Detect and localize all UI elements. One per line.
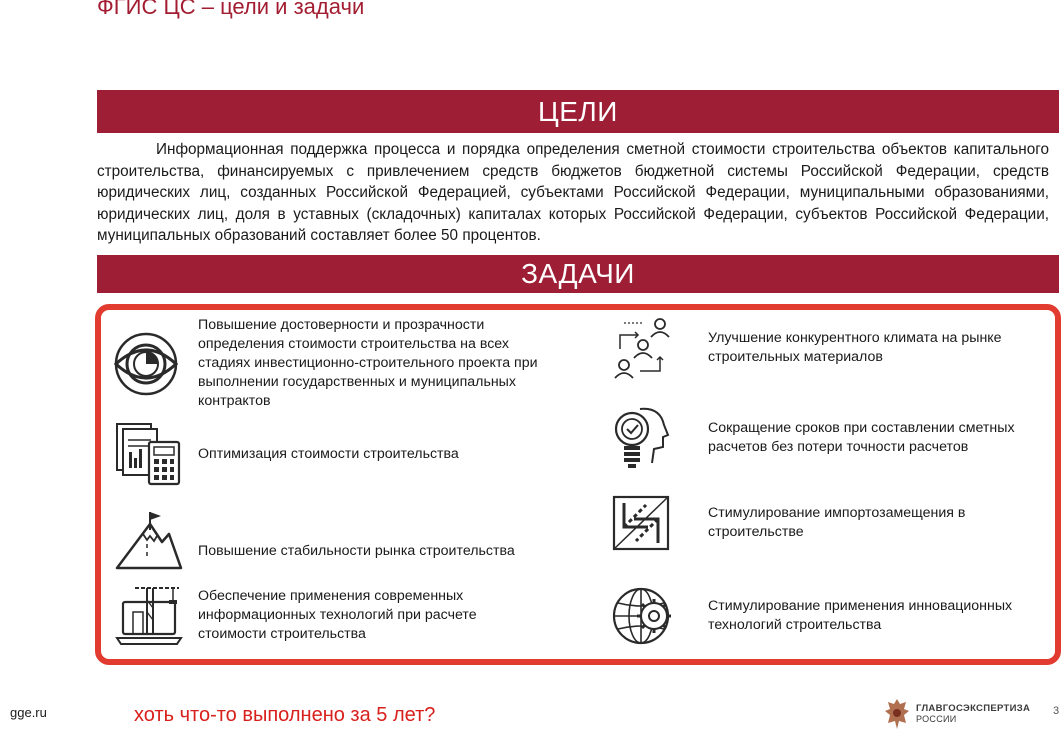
task-text: Оптимизация стоимости строительства bbox=[198, 445, 459, 462]
task-item bbox=[610, 313, 1050, 383]
task-item bbox=[113, 580, 553, 650]
footer-question: хоть что-то выполнено за 5 лет? bbox=[134, 704, 436, 726]
logo-line2: РОССИИ bbox=[916, 714, 957, 724]
task-text: Улучшение конкурентного климата на рынке строительных материалов bbox=[708, 330, 1002, 365]
task-text: Стимулирование импортозамещения в строительстве bbox=[708, 505, 966, 540]
laptop-crane-icon bbox=[113, 582, 183, 648]
eye-icon bbox=[113, 331, 179, 397]
logo bbox=[884, 697, 1030, 731]
slide-title: ФГИС ЦС – цели и задачи bbox=[97, 0, 365, 19]
head-lightbulb-icon bbox=[610, 405, 670, 471]
task-text: Сокращение сроков при составлении сметных расчетов без потери точности расчетов bbox=[708, 420, 1015, 455]
page-number: 3 bbox=[1053, 705, 1060, 717]
task-text: Повышение стабильности рынка строительства bbox=[198, 542, 515, 559]
task-item bbox=[610, 585, 1050, 647]
task-text: Обеспечение применения современных информационных технологий при расчете стоимости строительства bbox=[198, 587, 477, 642]
task-item bbox=[113, 505, 553, 575]
logo-line1: ГЛАВГОСЭКСПЕРТИЗА bbox=[916, 703, 1031, 714]
task-item bbox=[113, 418, 553, 490]
goals-header: ЦЕЛИ bbox=[97, 90, 1059, 133]
calculator-documents-icon bbox=[113, 420, 183, 488]
goals-text: Информационная поддержка процесса и порядка определения сметной стоимости строительства объектов капитального строительства, финансируемых с привлечением средств бюджетов бюджетной системы Российской Федерации, средств юридических лиц, созданных Российской Федерацией, субъектами Российской Федерации, муниципальными образованиями, юридических лиц, доля в уставных (складочных) капиталах которых Российской Федерации, субъектов Российской Федерации, муниципальных образований составляет более 50 процентов. bbox=[97, 141, 1049, 245]
footer-site: gge.ru bbox=[10, 705, 47, 720]
task-text: Стимулирование применения инновационных технологий строительства bbox=[708, 598, 1013, 633]
exchange-arrows-icon bbox=[610, 493, 672, 553]
task-item bbox=[610, 492, 1050, 554]
mountain-flag-icon bbox=[113, 508, 183, 572]
globe-gear-icon bbox=[610, 585, 672, 647]
task-text: Повышение достоверности и прозрачности определения стоимости строительства на всех стадиях инвестиционно-строительного проекта при выполнении государственных и муниципальных контрактов bbox=[198, 317, 538, 409]
eagle-emblem-icon bbox=[884, 697, 910, 731]
people-network-icon bbox=[610, 315, 676, 381]
tasks-header: ЗАДАЧИ bbox=[97, 255, 1059, 293]
task-item bbox=[610, 403, 1050, 473]
task-item bbox=[113, 316, 553, 411]
